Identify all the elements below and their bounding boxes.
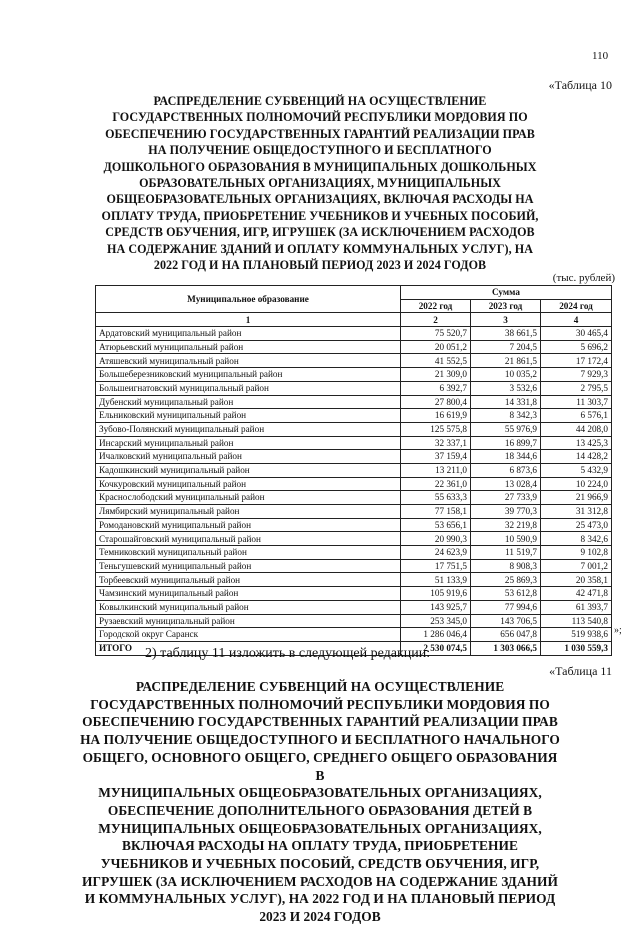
unit-label: (тыс. рублей) (552, 272, 615, 284)
total-2022: 2 530 074,5 (401, 641, 471, 655)
value-2024: 14 428,2 (541, 450, 612, 464)
value-2022: 41 552,5 (401, 354, 471, 368)
municipality-name: Ичалковский муниципальный район (96, 450, 401, 464)
title-line: НА ПОЛУЧЕНИЕ ОБЩЕДОСТУПНОГО И БЕСПЛАТНОГО НАЧАЛЬНОГО (80, 732, 560, 748)
value-2022: 125 575,8 (401, 422, 471, 436)
value-2024: 20 358,1 (541, 573, 612, 587)
municipality-name: Городской округ Саранск (96, 628, 401, 642)
value-2024: 10 224,0 (541, 477, 612, 491)
title-line: МУНИЦИПАЛЬНЫХ ОБЩЕОБРАЗОВАТЕЛЬНЫХ ОРГАНИЗАЦИЯХ, (98, 785, 542, 801)
table-row (96, 491, 612, 505)
value-2023: 3 532,6 (471, 381, 541, 395)
value-2024: 17 172,4 (541, 354, 612, 368)
value-2023: 8 908,3 (471, 559, 541, 573)
value-2024: 519 938,6 (541, 628, 612, 642)
title-line: ГОСУДАРСТВЕННЫХ ПОЛНОМОЧИЙ РЕСПУБЛИКИ МОРДОВИЯ ПО (112, 110, 528, 125)
municipality-name: Ромодановский муниципальный район (96, 518, 401, 532)
title-line: ВКЛЮЧАЯ РАСХОДЫ НА ОПЛАТУ ТРУДА, ПРИОБРЕТЕНИЕ (122, 838, 518, 854)
title-line: ОБЕСПЕЧЕНИЮ ГОСУДАРСТВЕННЫХ ГАРАНТИЙ РЕАЛИЗАЦИИ ПРАВ (105, 126, 535, 141)
value-2022: 17 751,5 (401, 559, 471, 573)
value-2022: 24 623,9 (401, 546, 471, 560)
title-line: НА СОДЕРЖАНИЕ ЗДАНИЙ И ОПЛАТУ КОММУНАЛЬНЫХ УСЛУГ), НА (107, 241, 533, 256)
table-row (96, 546, 612, 560)
column-index: 1 (96, 313, 401, 327)
municipality-name: Чамзинский муниципальный район (96, 587, 401, 601)
table-body (96, 327, 612, 642)
value-2023: 77 994,6 (471, 600, 541, 614)
value-2023: 11 519,7 (471, 546, 541, 560)
title-line: ОБЩЕГО, ОСНОВНОГО ОБЩЕГО, СРЕДНЕГО ОБЩЕГО ОБРАЗОВАНИЯ В (82, 749, 558, 783)
value-2024: 7 929,3 (541, 368, 612, 382)
table-10-reference: «Таблица 10 (548, 78, 612, 92)
value-2024: 30 465,4 (541, 327, 612, 341)
value-2023: 16 899,7 (471, 436, 541, 450)
value-2022: 51 133,9 (401, 573, 471, 587)
value-2022: 75 520,7 (401, 327, 471, 341)
value-2024: 11 303,7 (541, 395, 612, 409)
municipality-name: Краснослободский муниципальный район (96, 491, 401, 505)
table-row (96, 450, 612, 464)
value-2023: 27 733,9 (471, 491, 541, 505)
municipality-name: Ардатовский муниципальный район (96, 327, 401, 341)
value-2024: 8 342,6 (541, 532, 612, 546)
table-row (96, 463, 612, 477)
title-line: ОБЕСПЕЧЕНИЕ ДОПОЛНИТЕЛЬНОГО ОБРАЗОВАНИЯ ДЕТЕЙ В (107, 802, 533, 818)
table-row (96, 422, 612, 436)
title-line: ГОСУДАРСТВЕННЫХ ПОЛНОМОЧИЙ РЕСПУБЛИКИ МОРДОВИЯ ПО (90, 696, 550, 712)
value-2024: 113 540,8 (541, 614, 612, 628)
table-10-title (80, 93, 560, 273)
value-2024: 6 576,1 (541, 409, 612, 423)
value-2022: 55 633,3 (401, 491, 471, 505)
value-2022: 77 158,1 (401, 505, 471, 519)
value-2024: 21 966,9 (541, 491, 612, 505)
value-2022: 32 337,1 (401, 436, 471, 450)
value-2024: 7 001,2 (541, 559, 612, 573)
value-2023: 6 873,6 (471, 463, 541, 477)
value-2023: 13 028,4 (471, 477, 541, 491)
value-2022: 20 990,3 (401, 532, 471, 546)
value-2022: 16 619,9 (401, 409, 471, 423)
total-2023: 1 303 066,5 (471, 641, 541, 655)
municipality-name: Темниковский муниципальный район (96, 546, 401, 560)
municipality-name: Кочкуровский муниципальный район (96, 477, 401, 491)
table-row (96, 368, 612, 382)
value-2022: 27 800,4 (401, 395, 471, 409)
value-2023: 39 770,3 (471, 505, 541, 519)
value-2024: 61 393,7 (541, 600, 612, 614)
column-index: 3 (471, 313, 541, 327)
value-2023: 38 661,5 (471, 327, 541, 341)
value-2022: 105 919,6 (401, 587, 471, 601)
municipality-name: Старошайговский муниципальный район (96, 532, 401, 546)
value-2023: 21 861,5 (471, 354, 541, 368)
table-closing-mark: »; (614, 625, 622, 636)
municipality-name: Атюрьевский муниципальный район (96, 340, 401, 354)
municipality-name: Кадошкинский муниципальный район (96, 463, 401, 477)
value-2023: 8 342,3 (471, 409, 541, 423)
municipality-name: Инсарский муниципальный район (96, 436, 401, 450)
table-row (96, 573, 612, 587)
table-row (96, 354, 612, 368)
value-2024: 25 473,0 (541, 518, 612, 532)
title-line: ИГРУШЕК (ЗА ИСКЛЮЧЕНИЕМ РАСХОДОВ НА СОДЕРЖАНИЕ ЗДАНИЙ (82, 873, 558, 889)
value-2023: 143 706,5 (471, 614, 541, 628)
total-2024: 1 030 559,3 (541, 641, 612, 655)
title-line: ДОШКОЛЬНОГО ОБРАЗОВАНИЯ В МУНИЦИПАЛЬНЫХ ДОШКОЛЬНЫХ (103, 159, 537, 174)
municipality-name: Большеберезниковский муниципальный район (96, 368, 401, 382)
table-row (96, 505, 612, 519)
value-2024: 5 432,9 (541, 463, 612, 477)
value-2022: 21 309,0 (401, 368, 471, 382)
total-label: ИТОГО (96, 641, 401, 655)
municipality-name: Рузаевский муниципальный район (96, 614, 401, 628)
value-2022: 22 361,0 (401, 477, 471, 491)
title-line: РАСПРЕДЕЛЕНИЕ СУБВЕНЦИЙ НА ОСУЩЕСТВЛЕНИЕ (153, 94, 487, 108)
value-2023: 25 869,3 (471, 573, 541, 587)
municipality-name: Теньгушевский муниципальный район (96, 559, 401, 573)
title-line: МУНИЦИПАЛЬНЫХ ОБЩЕОБРАЗОВАТЕЛЬНЫХ ОРГАНИЗАЦИЯХ, (98, 820, 542, 836)
table-11-title (80, 678, 560, 926)
title-line: И КОММУНАЛЬНЫХ УСЛУГ), НА 2022 ГОД И НА ПЛАНОВЫЙ ПЕРИОД (84, 891, 556, 907)
value-2023: 14 331,8 (471, 395, 541, 409)
table-row (96, 436, 612, 450)
value-2024: 9 102,8 (541, 546, 612, 560)
value-2024: 5 696,2 (541, 340, 612, 354)
municipality-name: Ковылкинский муниципальный район (96, 600, 401, 614)
table-row (96, 409, 612, 423)
value-2024: 2 795,5 (541, 381, 612, 395)
municipality-name: Торбеевский муниципальный район (96, 573, 401, 587)
municipality-name: Дубенский муниципальный район (96, 395, 401, 409)
value-2023: 7 204,5 (471, 340, 541, 354)
municipality-column-header: Муниципальное образование (96, 286, 401, 313)
title-line: УЧЕБНИКОВ И УЧЕБНЫХ ПОСОБИЙ, СРЕДСТВ ОБУЧЕНИЯ, ИГР, (100, 856, 540, 872)
sum-column-header: Сумма (401, 286, 612, 300)
year-2024-header: 2024 год (541, 299, 612, 313)
title-line: ОБЕСПЕЧЕНИЮ ГОСУДАРСТВЕННЫХ ГАРАНТИЙ РЕАЛИЗАЦИИ ПРАВ (82, 714, 558, 730)
year-2022-header: 2022 год (401, 299, 471, 313)
value-2023: 656 047,8 (471, 628, 541, 642)
title-line: 2023 И 2024 ГОДОВ (259, 909, 381, 925)
value-2022: 13 211,0 (401, 463, 471, 477)
municipality-name: Атяшевский муниципальный район (96, 354, 401, 368)
subventions-table (95, 285, 612, 656)
table-row (96, 327, 612, 341)
municipality-name: Зубово-Полянский муниципальный район (96, 422, 401, 436)
value-2023: 53 612,8 (471, 587, 541, 601)
table-11-reference: «Таблица 11 (549, 664, 612, 678)
title-line: НА ПОЛУЧЕНИЕ ОБЩЕДОСТУПНОГО И БЕСПЛАТНОГО (148, 143, 492, 158)
year-2023-header: 2023 год (471, 299, 541, 313)
value-2022: 143 925,7 (401, 600, 471, 614)
value-2022: 37 159,4 (401, 450, 471, 464)
value-2023: 10 035,2 (471, 368, 541, 382)
municipality-name: Ельниковский муниципальный район (96, 409, 401, 423)
value-2023: 18 344,6 (471, 450, 541, 464)
value-2023: 10 590,9 (471, 532, 541, 546)
title-line: 2022 ГОД И НА ПЛАНОВЫЙ ПЕРИОД 2023 И 2024 ГОДОВ (153, 258, 487, 273)
amendment-item-2: 2) таблицу 11 изложить в следующей редакции: (145, 646, 431, 661)
table-row (96, 518, 612, 532)
column-index: 2 (401, 313, 471, 327)
municipality-name: Лямбирский муниципальный район (96, 505, 401, 519)
column-index: 4 (541, 313, 612, 327)
title-line: ОПЛАТУ ТРУДА, ПРИОБРЕТЕНИЕ УЧЕБНИКОВ И УЧЕБНЫХ ПОСОБИЙ, (101, 208, 539, 223)
title-line: ОБЩЕОБРАЗОВАТЕЛЬНЫХ ОРГАНИЗАЦИЯХ, ВКЛЮЧАЯ РАСХОДЫ НА (106, 192, 534, 207)
table-row (96, 628, 612, 642)
value-2024: 13 425,3 (541, 436, 612, 450)
title-line: ОБРАЗОВАТЕЛЬНЫХ ОРГАНИЗАЦИЯХ, МУНИЦИПАЛЬНЫХ (139, 176, 501, 191)
table-row (96, 587, 612, 601)
value-2024: 44 208,0 (541, 422, 612, 436)
value-2022: 6 392,7 (401, 381, 471, 395)
page-number: 110 (592, 50, 609, 62)
table-row (96, 559, 612, 573)
table-row (96, 600, 612, 614)
table-row (96, 614, 612, 628)
value-2023: 55 976,9 (471, 422, 541, 436)
table-row (96, 381, 612, 395)
value-2022: 53 656,1 (401, 518, 471, 532)
table-row (96, 340, 612, 354)
value-2022: 1 286 046,4 (401, 628, 471, 642)
title-line: РАСПРЕДЕЛЕНИЕ СУБВЕНЦИЙ НА ОСУЩЕСТВЛЕНИЕ (135, 679, 505, 694)
value-2023: 32 219,8 (471, 518, 541, 532)
value-2024: 42 471,8 (541, 587, 612, 601)
value-2022: 253 345,0 (401, 614, 471, 628)
value-2024: 31 312,8 (541, 505, 612, 519)
value-2022: 20 051,2 (401, 340, 471, 354)
table-row (96, 532, 612, 546)
table-row (96, 395, 612, 409)
table-row (96, 477, 612, 491)
title-line: СРЕДСТВ ОБУЧЕНИЯ, ИГР, ИГРУШЕК (ЗА ИСКЛЮЧЕНИЕМ РАСХОДОВ (105, 225, 535, 240)
municipality-name: Большеигнатовский муниципальный район (96, 381, 401, 395)
